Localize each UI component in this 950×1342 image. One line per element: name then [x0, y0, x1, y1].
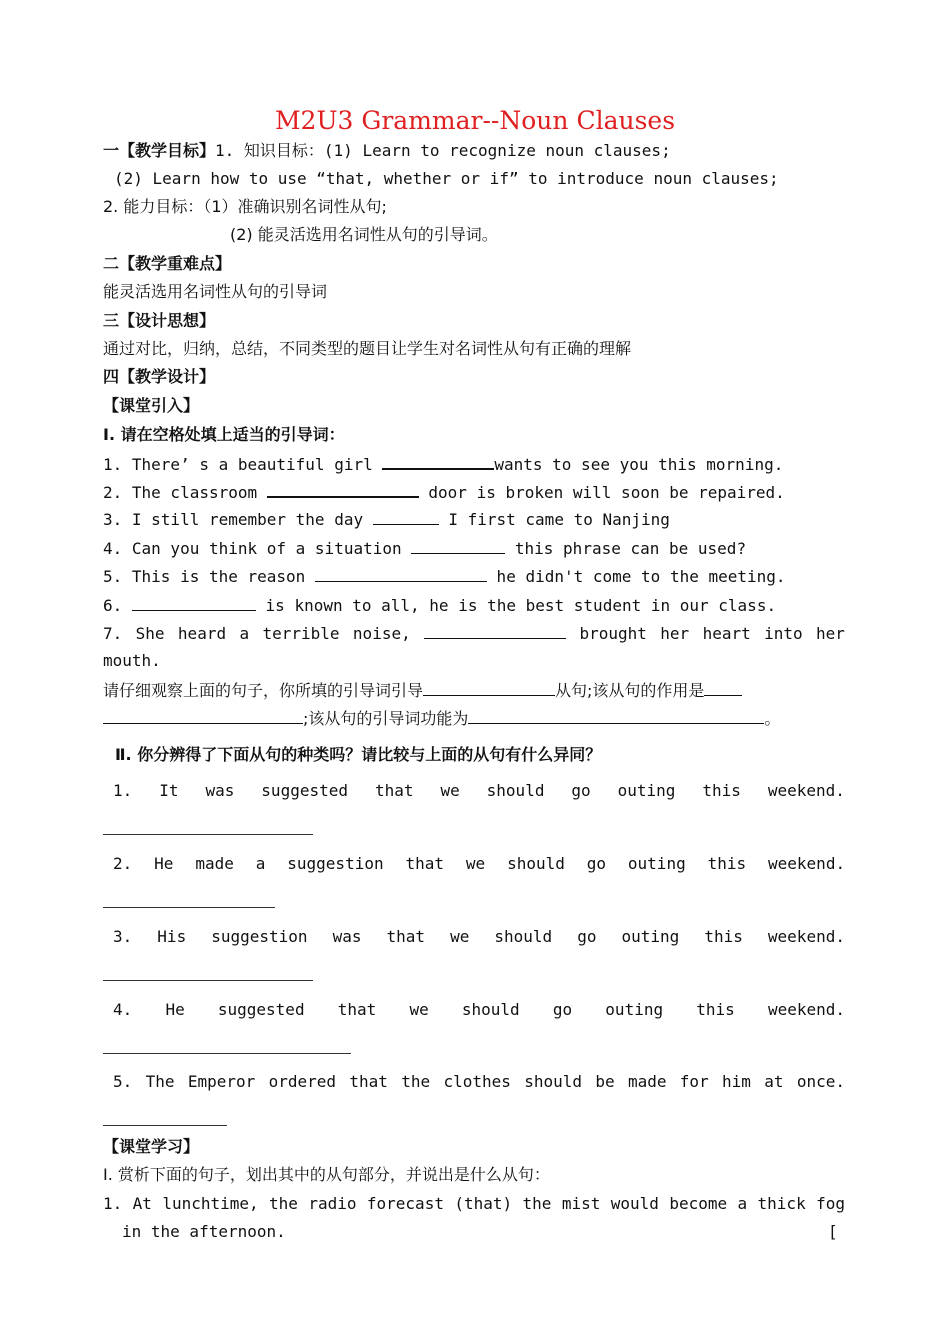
- answer-blank[interactable]: [411, 537, 505, 554]
- answer-blank[interactable]: [423, 679, 555, 696]
- objectives-line-1: 一【教学目标】1. 知识目标：(1) Learn to recognize noun clauses;: [103, 141, 671, 160]
- compare-sentence-5: 5. The Emperor ordered that the clothes should be made for him at once.: [113, 1072, 846, 1091]
- answer-blank[interactable]: [267, 480, 419, 498]
- objectives-line-2: (2) Learn how to use “that, whether or if” to introduce noun clauses;: [114, 169, 779, 188]
- answer-blank[interactable]: [103, 707, 303, 724]
- fill-item-6: 6. is known to all, he is the best student in our class.: [103, 596, 777, 615]
- answer-line[interactable]: [103, 980, 313, 981]
- objectives-line-3: 2. 能力目标：（1）准确识别名词性从句;: [103, 197, 387, 216]
- objectives-line-4: (2) 能灵活选用名词性从句的引导词。: [230, 225, 498, 244]
- design-idea-text: 通过对比，归纳，总结，不同类型的题目让学生对名词性从句有正确的理解: [103, 339, 632, 358]
- answer-line[interactable]: [103, 1053, 351, 1054]
- answer-blank[interactable]: [704, 679, 742, 696]
- answer-line[interactable]: [103, 834, 313, 835]
- fill-item-5: 5. This is the reason he didn't come to the meeting.: [103, 567, 786, 586]
- compare-sentence-3: 3. His suggestion was that we should go outing this weekend.: [113, 927, 845, 946]
- answer-blank[interactable]: [373, 508, 439, 525]
- section-heading-key-points: 二【教学重难点】: [103, 254, 232, 273]
- subheading-learning: 【课堂学习】: [103, 1137, 200, 1156]
- section-heading-teaching-design: 四【教学设计】: [103, 367, 216, 386]
- key-points-text: 能灵活选用名词性从句的引导词: [103, 282, 328, 301]
- fill-item-4: 4. Can you think of a situation this phrase can be used?: [103, 539, 747, 558]
- learning-exercise-heading: I. 赏析下面的句子，划出其中的从句部分，并说出是什么从句：: [103, 1165, 550, 1184]
- answer-line[interactable]: [103, 1125, 227, 1126]
- learning-sentence-1: 1. At lunchtime, the radio forecast (that) the mist would become a thick fog: [103, 1194, 845, 1213]
- fill-item-7-end: mouth.: [103, 651, 161, 670]
- section-heading-objectives: 一【教学目标】: [103, 141, 216, 160]
- section-heading-design-idea: 三【设计思想】: [103, 311, 216, 330]
- exercise-1-heading: I. 请在空格处填上适当的引导词：: [103, 425, 345, 444]
- fill-item-7: 7. She heard a terrible noise, brought her heart into her: [103, 624, 845, 643]
- fill-item-2: 2. The classroom door is broken will soon be repaired.: [103, 480, 845, 504]
- compare-sentence-4: 4. He suggested that we should go outing this weekend.: [113, 1000, 846, 1019]
- answer-blank[interactable]: [132, 594, 256, 611]
- exercise-2-heading: Ⅱ. 你分辨得了下面从句的种类吗？请比较与上面的从句有什么异同？: [115, 745, 602, 764]
- fill-item-1: 1. There’ s a beautiful girl wants to see you this morning.: [103, 452, 845, 476]
- compare-sentence-2: 2. He made a suggestion that we should go outing this weekend.: [113, 854, 846, 873]
- observe-line-1: 请仔细观察上面的句子，你所填的引导词引导 从句;该从句的作用是: [103, 679, 845, 702]
- subheading-intro: 【课堂引入】: [103, 396, 200, 415]
- answer-blank[interactable]: [315, 565, 487, 582]
- bracket: [: [828, 1222, 838, 1241]
- page-title: M2U3 Grammar--Noun Clauses: [274, 106, 676, 135]
- answer-blank[interactable]: [468, 707, 764, 724]
- observe-line-2: ;该从句的引导词功能为 。: [103, 707, 845, 730]
- fill-item-3: 3. I still remember the day I first came to Nanjing: [103, 510, 670, 529]
- answer-blank[interactable]: [382, 452, 494, 470]
- answer-line[interactable]: [103, 907, 275, 908]
- answer-blank[interactable]: [424, 622, 566, 639]
- learning-sentence-1-end: in the afternoon.: [122, 1222, 286, 1241]
- compare-sentence-1: 1. It was suggested that we should go outing this weekend.: [113, 781, 845, 800]
